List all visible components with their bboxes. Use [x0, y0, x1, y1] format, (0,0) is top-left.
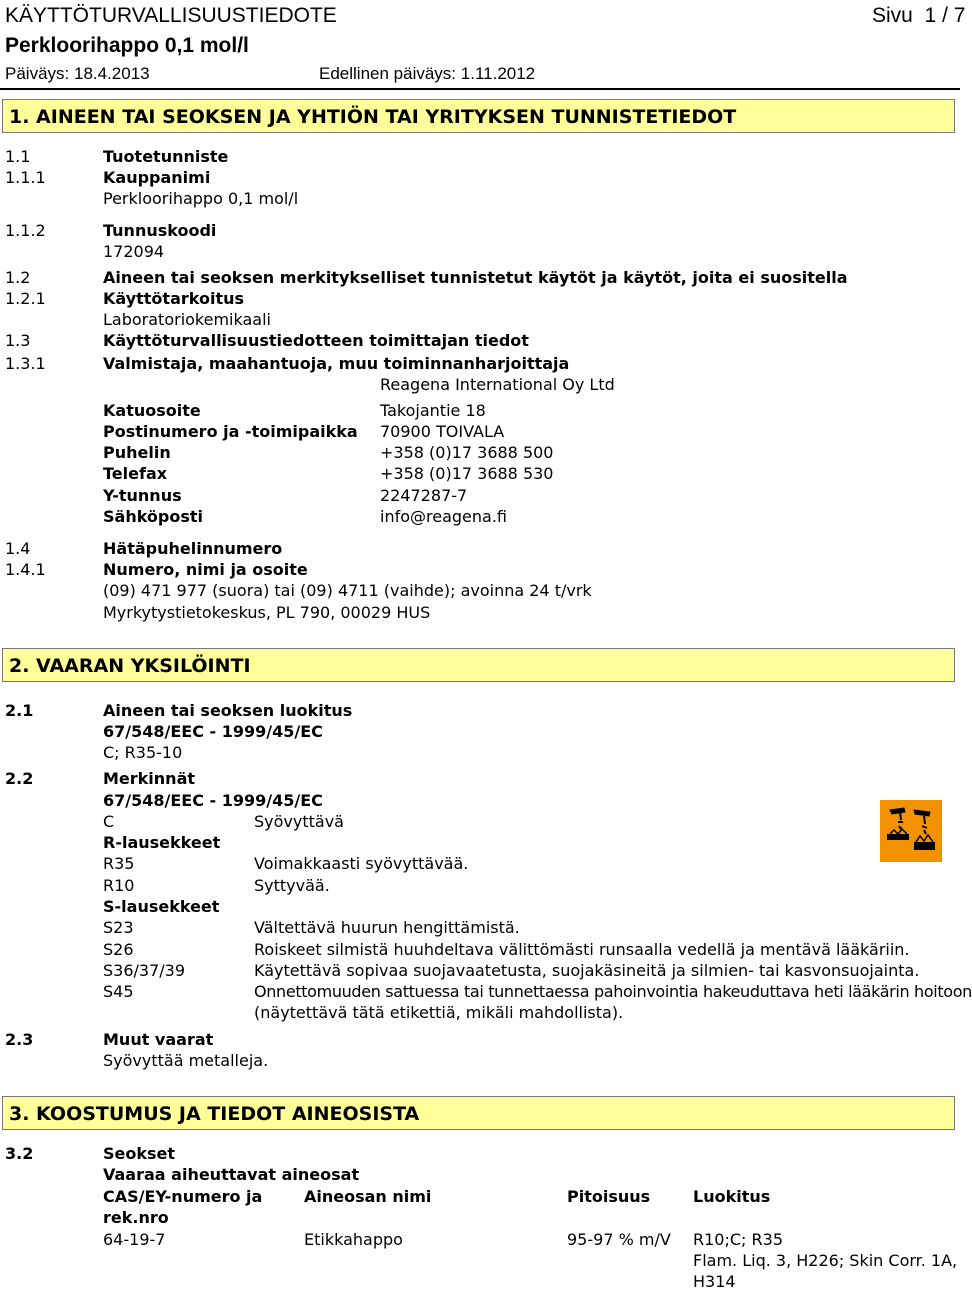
component-concentration: 95-97 % m/V: [567, 1230, 671, 1249]
symbol-text: Syövyttävä: [254, 812, 344, 831]
section-1-title: 1. AINEEN TAI SEOKSEN JA YHTIÖN TAI YRITYKSEN TUNNISTETIEDOT: [9, 106, 737, 128]
item-heading: Käyttötarkoitus: [103, 289, 245, 308]
classification-value: C; R35-10: [103, 743, 183, 762]
s-phrase-code: S45: [103, 982, 134, 1001]
item-heading: Hätäpuhelinnumero: [103, 539, 283, 558]
hazardous-components-title: Vaaraa aiheuttavat aineosat: [103, 1165, 360, 1184]
section-2-title: 2. VAARAN YKSILÖINTI: [9, 655, 251, 677]
contact-value: 70900 TOIVALA: [380, 422, 505, 441]
component-classification-line2: Flam. Liq. 3, H226; Skin Corr. 1A,: [693, 1251, 958, 1270]
trade-name-value: Perkloorihappo 0,1 mol/l: [103, 189, 299, 208]
page-separator: /: [942, 4, 948, 27]
item-number: 1.2: [5, 268, 31, 287]
section-1-heading: [2, 99, 955, 133]
contact-label: Y-tunnus: [103, 486, 182, 505]
date-value: 18.4.2013: [73, 64, 150, 83]
section-2-heading: [2, 648, 955, 682]
contact-value: info@reagena.fi: [380, 507, 507, 526]
contact-label: Katuosoite: [103, 401, 201, 420]
s-phrases-title: S-lausekkeet: [103, 897, 220, 916]
s-phrase-code: S36/37/39: [103, 961, 186, 980]
item-heading: Numero, nimi ja osoite: [103, 560, 308, 579]
item-number: 1.3.1: [5, 354, 46, 373]
item-number: 2.3: [5, 1030, 34, 1049]
component-classification: R10;C; R35: [693, 1230, 783, 1249]
component-cas: 64-19-7: [103, 1230, 166, 1249]
directive: 67/548/EEC - 1999/45/EC: [103, 791, 323, 810]
date-label: Päiväys:: [5, 64, 70, 83]
column-header-name: Aineosan nimi: [304, 1187, 432, 1206]
item-number: 1.2.1: [5, 289, 46, 308]
r-phrase-code: R10: [103, 876, 135, 895]
item-heading: Käyttöturvallisuustiedotteen toimittajan tiedot: [103, 331, 529, 350]
contact-label: Postinumero ja -toimipaikka: [103, 422, 358, 441]
column-header-concentration: Pitoisuus: [567, 1187, 651, 1206]
item-number: 1.1: [5, 147, 31, 166]
product-code-value: 172094: [103, 242, 165, 261]
s-phrase-text: Roiskeet silmistä huuhdeltava välittömästi runsaalla vedellä ja mentävä lääkäriin.: [254, 940, 910, 959]
section-3-title: 3. KOOSTUMUS JA TIEDOT AINEOSISTA: [9, 1103, 420, 1125]
contact-value: Takojantie 18: [380, 401, 486, 420]
column-header-classification: Luokitus: [693, 1187, 771, 1206]
item-number: 1.1.2: [5, 221, 46, 240]
r-phrase-text: Syttyvää.: [254, 876, 330, 895]
page-label: Sivu: [872, 4, 913, 27]
s-phrase-text: Vältettävä huurun hengittämistä.: [254, 918, 520, 937]
item-heading: Tuotetunniste: [103, 147, 229, 166]
contact-value: +358 (0)17 3688 530: [380, 464, 554, 483]
item-heading: Aineen tai seoksen merkitykselliset tunnistetut käytöt ja käytöt, joita ei suositella: [103, 268, 848, 287]
column-header-cas-continued: rek.nro: [103, 1208, 169, 1227]
item-number: 1.1.1: [5, 168, 46, 187]
contact-label: Sähköposti: [103, 507, 204, 526]
other-hazards-value: Syövyttää metalleja.: [103, 1051, 269, 1070]
header-divider: [0, 88, 960, 90]
item-heading: Muut vaarat: [103, 1030, 214, 1049]
item-heading: Kauppanimi: [103, 168, 211, 187]
s-phrase-text: Käytettävä sopivaa suojavaatetusta, suojakäsineitä ja silmien- tai kasvonsuojainta.: [254, 961, 920, 980]
contact-value: 2247287-7: [380, 486, 468, 505]
directive: 67/548/EEC - 1999/45/EC: [103, 722, 323, 741]
corrosive-pictogram-icon: [880, 800, 942, 862]
s-phrase-code: S26: [103, 940, 134, 959]
contact-label: Telefax: [103, 464, 168, 483]
component-name: Etikkahappo: [304, 1230, 403, 1249]
item-heading: Merkinnät: [103, 769, 196, 788]
item-heading: Seokset: [103, 1144, 176, 1163]
product-name-header: Perkloorihappo 0,1 mol/l: [5, 34, 249, 57]
item-number: 2.1: [5, 701, 34, 720]
symbol-code: C: [103, 812, 115, 831]
previous-date-value: 1.11.2012: [460, 64, 536, 83]
use-value: Laboratoriokemikaali: [103, 310, 271, 329]
page-number: [872, 4, 965, 28]
previous-date-label: Edellinen päiväys:: [319, 64, 457, 83]
emergency-phone: (09) 471 977 (suora) tai (09) 4711 (vaihde); avoinna 24 t/vrk: [103, 581, 592, 600]
item-heading: Valmistaja, maahantuoja, muu toiminnanharjoittaja: [103, 354, 570, 373]
company-name: Reagena International Oy Ltd: [380, 375, 615, 394]
item-number: 1.4.1: [5, 560, 46, 579]
r-phrase-text: Voimakkaasti syövyttävää.: [254, 854, 469, 873]
previous-date: [319, 64, 535, 84]
s-phrase-code: S23: [103, 918, 134, 937]
section-3-heading: [2, 1096, 955, 1130]
page-total: 7: [953, 4, 966, 27]
emergency-address: Myrkytystietokeskus, PL 790, 00029 HUS: [103, 603, 431, 622]
r-phrase-code: R35: [103, 854, 135, 873]
component-classification-line3: H314: [693, 1272, 736, 1291]
item-heading: Tunnuskoodi: [103, 221, 217, 240]
item-number: 3.2: [5, 1144, 34, 1163]
document-title: KÄYTTÖTURVALLISUUSTIEDOTE: [5, 4, 337, 27]
page-current: 1: [924, 4, 937, 27]
item-number: 2.2: [5, 769, 34, 788]
date: [5, 64, 150, 84]
contact-label: Puhelin: [103, 443, 171, 462]
column-header-cas: CAS/EY-numero ja: [103, 1187, 263, 1206]
s-phrase-text-continued: (näytettävä tätä etikettiä, mikäli mahdollista).: [254, 1003, 624, 1022]
contact-value: +358 (0)17 3688 500: [380, 443, 554, 462]
item-number: 1.4: [5, 539, 31, 558]
s-phrase-text: Onnettomuuden sattuessa tai tunnettaessa pahoinvointia hakeuduttava heti lääkärin hoitoon: [254, 982, 972, 1001]
r-phrases-title: R-lausekkeet: [103, 833, 221, 852]
item-heading: Aineen tai seoksen luokitus: [103, 701, 353, 720]
item-number: 1.3: [5, 331, 31, 350]
